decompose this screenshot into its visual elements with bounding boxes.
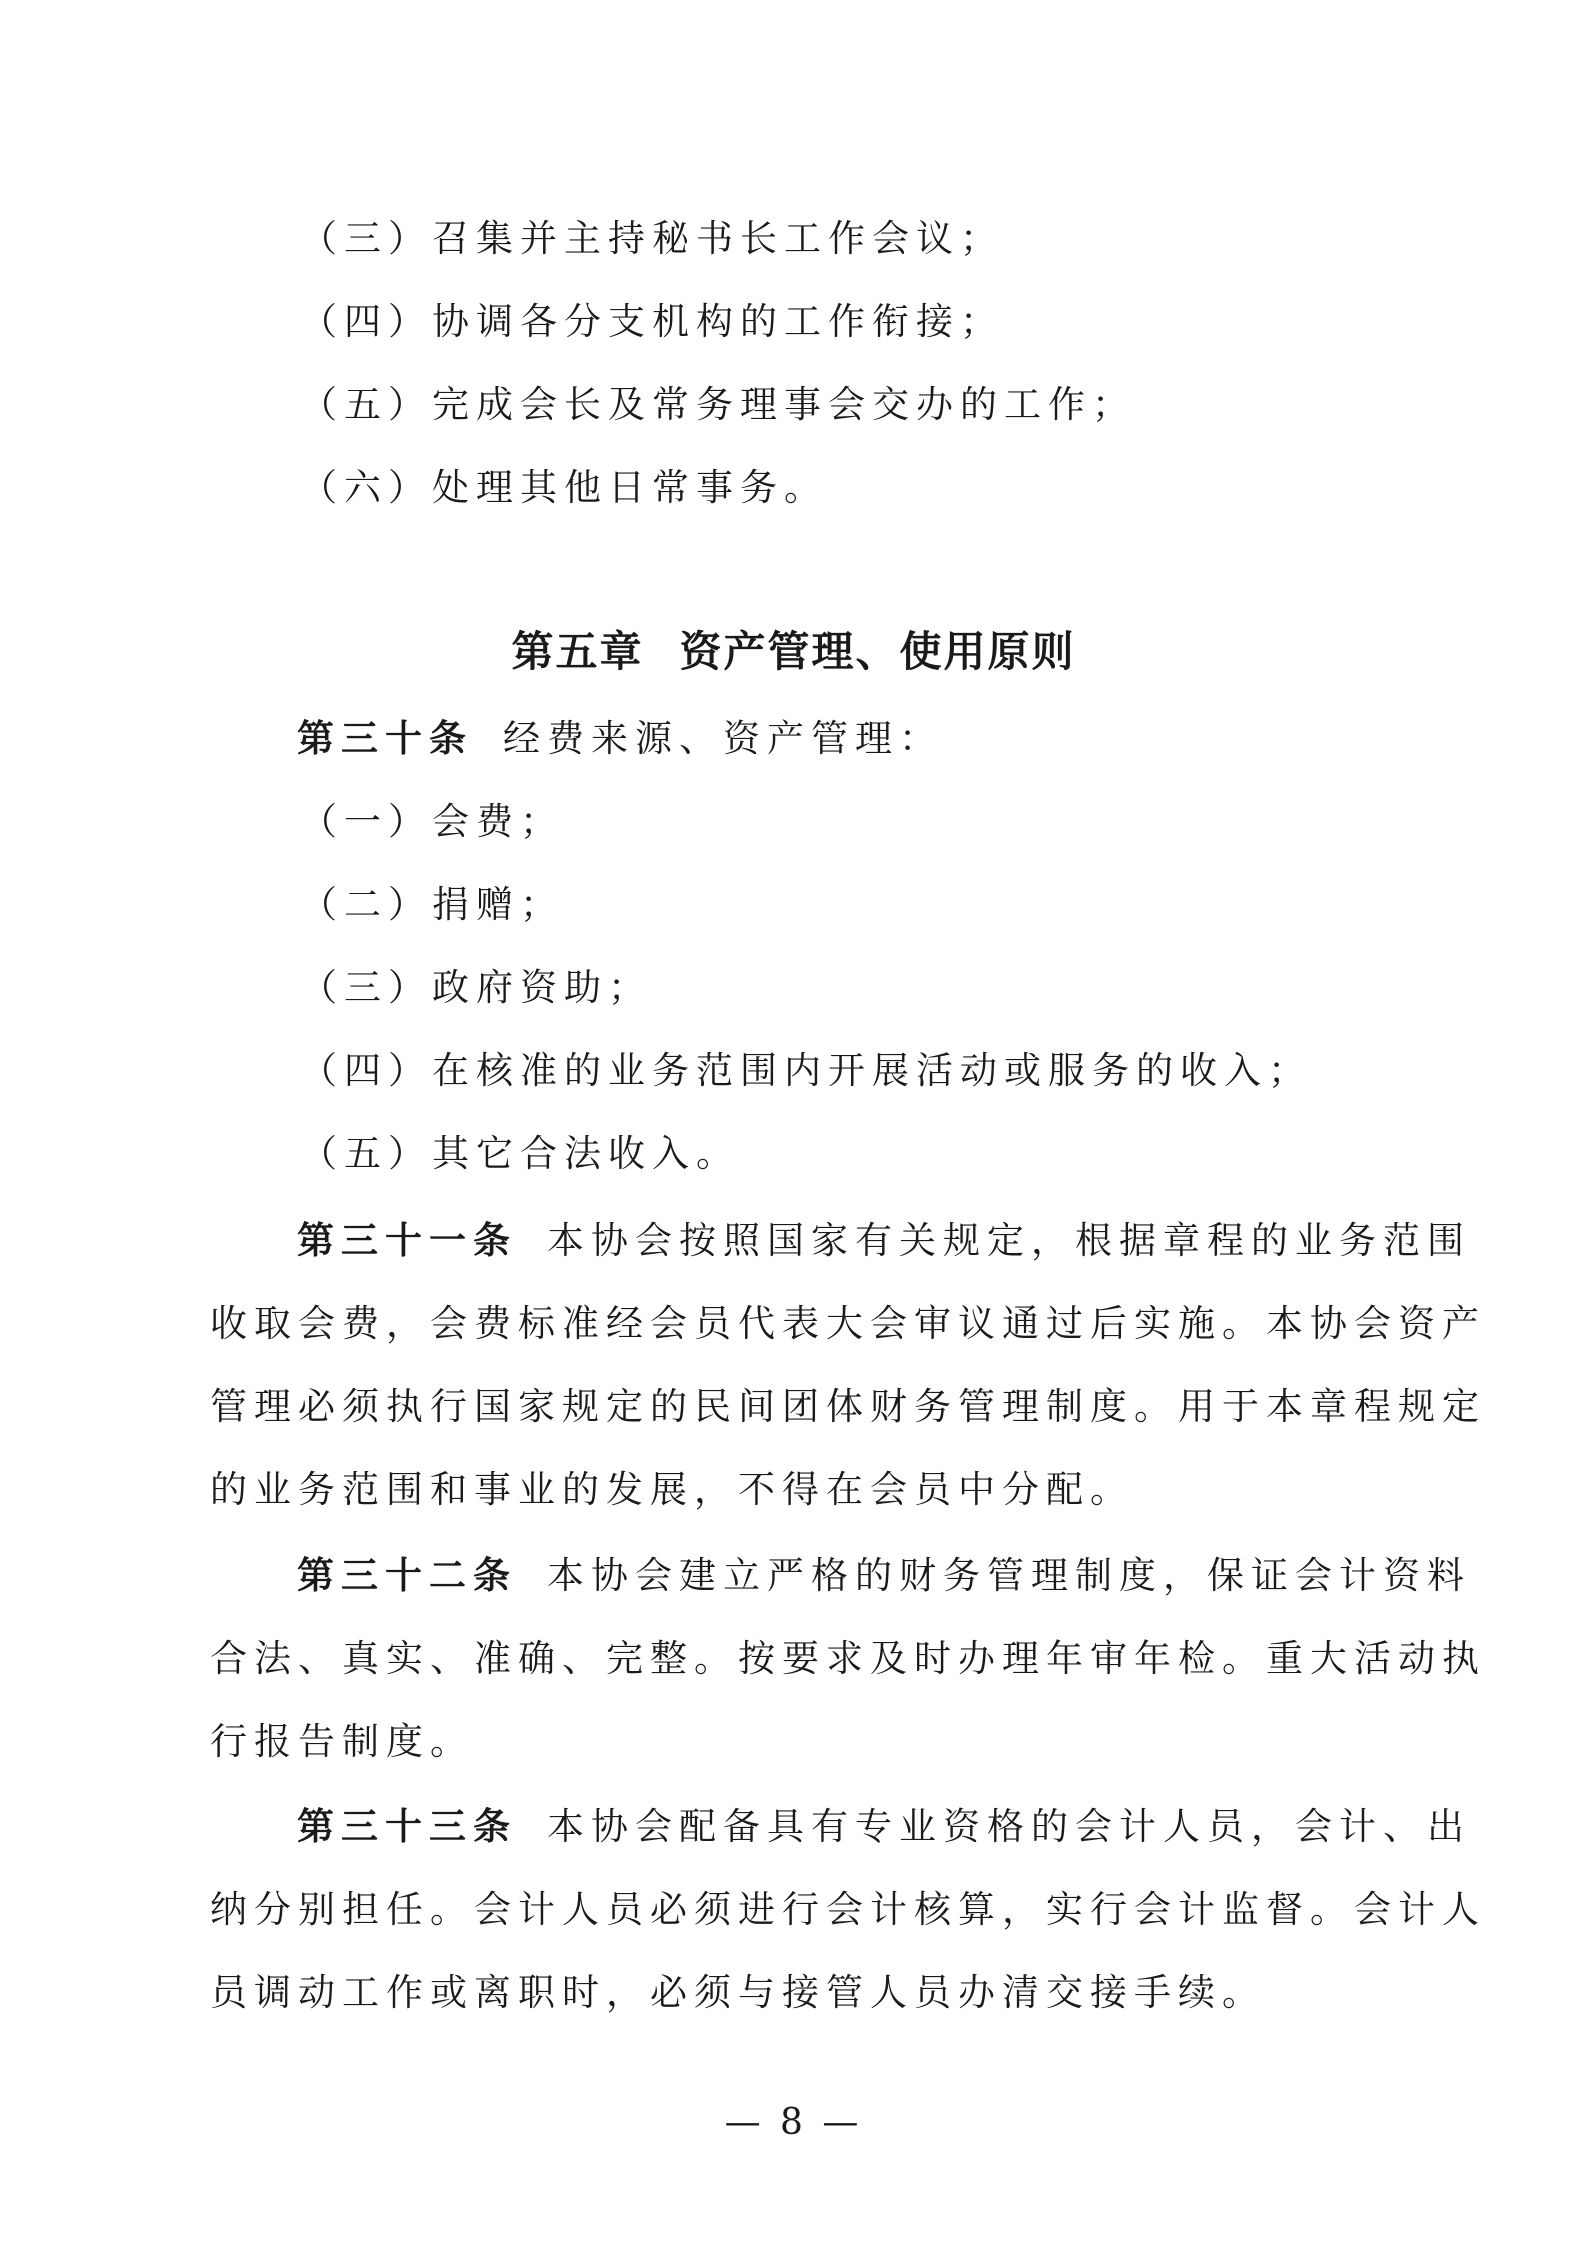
chapter-number: 第五章 [511, 627, 644, 676]
list-item: （四）协调各分支机构的工作衔接； [300, 300, 1004, 343]
article-33-line: 纳分别担任。会计人员必须进行会计核算，实行会计监督。会计人 [210, 1888, 1486, 1931]
article-title: 第三十二条 [297, 1553, 517, 1597]
article-title: 第三十条 [297, 716, 473, 760]
article-text: 本协会按照国家有关规定，根据章程的业务范围 [547, 1219, 1471, 1262]
article-31-line: 收取会费，会费标准经会员代表大会审议通过后实施。本协会资产 [210, 1302, 1486, 1345]
list-item: （五）完成会长及常务理事会交办的工作； [300, 383, 1136, 426]
chapter-heading [0, 627, 1587, 676]
article-31-line: 管理必须执行国家规定的民间团体财务管理制度。用于本章程规定 [210, 1385, 1486, 1428]
list-item: （三）召集并主持秘书长工作会议； [300, 217, 1004, 260]
article-title: 第三十三条 [297, 1804, 517, 1848]
list-item: （六）处理其他日常事务。 [300, 466, 828, 509]
article-title: 第三十一条 [297, 1218, 517, 1262]
article-31-line [297, 1218, 1471, 1262]
page-number: — 8 — [724, 2102, 863, 2143]
article-31-line: 的业务范围和事业的发展，不得在会员中分配。 [210, 1468, 1134, 1511]
list-item: （二）捐赠； [300, 883, 564, 926]
list-item: （三）政府资助； [300, 966, 652, 1009]
article-33-line: 员调动工作或离职时，必须与接管人员办清交接手续。 [210, 1971, 1266, 2014]
list-item: （五）其它合法收入。 [300, 1132, 740, 1175]
article-text: 本协会建立严格的财务管理制度，保证会计资料 [547, 1554, 1471, 1597]
chapter-title: 资产管理、使用原则 [679, 627, 1076, 676]
article-text: 本协会配备具有专业资格的会计人员，会计、出 [547, 1805, 1471, 1848]
article-text: 经费来源、资产管理： [503, 717, 943, 760]
article-33-line [297, 1804, 1471, 1848]
list-item: （一）会费； [300, 800, 564, 843]
article-32-line [297, 1553, 1471, 1597]
article-30 [297, 716, 943, 760]
list-item: （四）在核准的业务范围内开展活动或服务的收入； [300, 1049, 1312, 1092]
article-32-line: 合法、真实、准确、完整。按要求及时办理年审年检。重大活动执 [210, 1637, 1486, 1680]
article-32-line: 行报告制度。 [210, 1720, 474, 1763]
